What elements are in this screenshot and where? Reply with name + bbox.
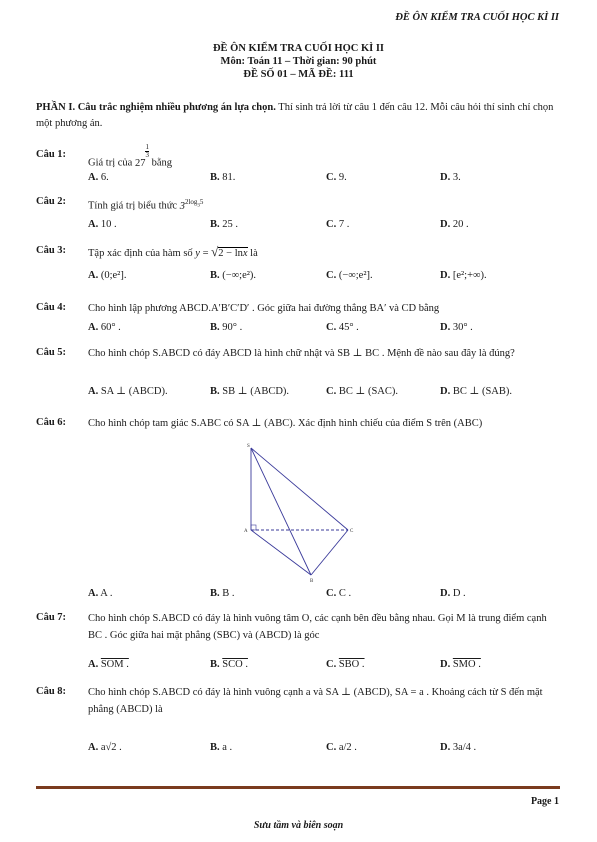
option-c[interactable]: C. 9. xyxy=(326,172,347,183)
question-text: Cho hình chóp S.ABCD có đáy là hình vuông tâm O, các cạnh bên đều bằng nhau. Gọi M là trung điểm cạnh BC . Góc giữa hai mặt phẳng (SBC) và (ABCD) là góc xyxy=(88,613,547,641)
question-text xyxy=(88,194,560,215)
option-a[interactable]: A. A . xyxy=(88,588,113,599)
answer-options xyxy=(88,659,560,675)
question-text: Cho hình lập phương ABCD.A′B′C′D′ . Góc giữa hai đường thẳng BA′ và CD bằng xyxy=(88,303,440,314)
option-c[interactable]: C. (−∞;e²]. xyxy=(326,270,373,281)
answer-options xyxy=(88,219,560,235)
option-a[interactable]: A. 10 . xyxy=(88,219,117,230)
answer-options xyxy=(88,385,560,401)
right-angle-mark xyxy=(251,525,256,530)
exam-title: ĐỀ ÔN KIỂM TRA CUỐI HỌC KÌ II xyxy=(212,43,385,54)
label-s: S xyxy=(247,444,250,449)
question-label: Câu 3: xyxy=(36,245,67,256)
question-label: Câu 1: xyxy=(36,149,67,160)
option-a[interactable]: A. (0;e²]. xyxy=(88,270,127,281)
answer-options xyxy=(88,172,560,188)
question-label: Câu 5: xyxy=(36,347,67,358)
option-d[interactable]: D. 3. xyxy=(440,172,461,183)
math-expression: y = √2 − lnx xyxy=(195,244,248,259)
option-c[interactable]: C. a/2 . xyxy=(326,742,357,753)
question-label: Câu 2: xyxy=(36,196,67,207)
answer-options xyxy=(88,270,560,286)
exam-title-block xyxy=(0,42,597,81)
option-a[interactable]: A. SOM . xyxy=(88,659,129,670)
question-label: Câu 7: xyxy=(36,612,67,623)
question-text-part: Tập xác định của hàm số xyxy=(88,248,196,259)
question-text: Cho hình chóp S.ABCD có đáy là hình vuông cạnh a và SA ⊥ (ABCD), SA = a . Khoảng cách từ S đến mặt phẳng (ABCD) là xyxy=(88,687,543,715)
option-b[interactable]: B. (−∞;e²). xyxy=(210,270,257,281)
edge-ab xyxy=(251,530,311,575)
option-a[interactable]: A. SA ⊥ (ABCD). xyxy=(88,386,168,397)
option-b[interactable]: B. SCO . xyxy=(210,659,248,670)
option-c[interactable]: C. BC ⊥ (SAC). xyxy=(326,386,399,397)
question-label: Câu 6: xyxy=(36,417,67,428)
pyramid-figure xyxy=(238,440,356,586)
question-text: Cho hình chóp S.ABCD có đáy ABCD là hình chữ nhật và SB ⊥ BC . Mệnh đề nào sau đây là đúng? xyxy=(88,348,515,359)
option-b[interactable]: B. SB ⊥ (ABCD). xyxy=(210,386,290,397)
footer-credit: Sưu tầm và biên soạn xyxy=(253,820,344,831)
label-c: C xyxy=(350,529,354,534)
part-instructions: Thí sinh trả lời từ câu 1 đến câu 12. Mỗi câu hỏi thí sinh chỉ chọn một phương án. xyxy=(36,102,554,129)
option-c[interactable]: C. C . xyxy=(326,588,352,599)
option-d[interactable]: D. 20 . xyxy=(440,219,469,230)
option-b[interactable]: B. a . xyxy=(210,742,233,753)
option-b[interactable]: B. 25 . xyxy=(210,219,239,230)
footer-rule xyxy=(36,786,560,789)
edge-sb xyxy=(251,448,311,575)
option-b[interactable]: B. 81. xyxy=(210,172,236,183)
question-text-part: bằng xyxy=(148,157,172,169)
question-text-part: Giá trị của xyxy=(88,157,135,169)
option-c[interactable]: C. SBO . xyxy=(326,659,365,670)
question-text-part: là xyxy=(247,248,258,259)
option-a[interactable]: A. 6. xyxy=(88,172,109,183)
question-text: Cho hình chóp tam giác S.ABC có SA ⊥ (ABC). Xác định hình chiếu của điểm S trên (ABC) xyxy=(88,418,483,429)
label-a: A xyxy=(244,529,248,534)
part-intro xyxy=(36,100,560,132)
part-heading: PHẦN I. Câu trắc nghiệm nhiều phương án lựa chọn. xyxy=(36,102,276,113)
question-text xyxy=(88,144,560,172)
exam-subject: Môn: Toán 11 – Thời gian: 90 phút xyxy=(220,56,377,67)
question-text xyxy=(88,243,560,262)
option-a[interactable]: A. a√2 . xyxy=(88,742,122,753)
question-label: Câu 4: xyxy=(36,302,67,313)
edge-sc xyxy=(251,448,348,530)
option-b[interactable]: B. B . xyxy=(210,588,235,599)
math-expression: 27 $^{\frac{1}{3}}$ xyxy=(134,143,149,169)
option-d[interactable]: D. 30° . xyxy=(440,322,473,333)
edge-bc xyxy=(311,530,348,575)
option-d[interactable]: D. BC ⊥ (SAB). xyxy=(440,386,513,397)
label-b: B xyxy=(310,579,314,584)
option-d[interactable]: D. [e²;+∞). xyxy=(440,270,487,281)
answer-options xyxy=(88,322,560,338)
question-text-part: Tính giá trị biểu thức xyxy=(88,200,180,212)
option-b[interactable]: B. 90° . xyxy=(210,322,243,333)
option-d[interactable]: D. 3a/4 . xyxy=(440,742,477,753)
option-a[interactable]: A. 60° . xyxy=(88,322,121,333)
question-label: Câu 8: xyxy=(36,686,67,697)
option-d[interactable]: D. SMO . xyxy=(440,659,481,670)
option-c[interactable]: C. 45° . xyxy=(326,322,359,333)
exam-code: ĐỀ SỐ 01 – MÃ ĐỀ: 111 xyxy=(243,69,354,80)
option-d[interactable]: D. D . xyxy=(440,588,466,599)
answer-options xyxy=(88,742,560,758)
running-header: ĐỀ ÔN KIỂM TRA CUỐI HỌC KÌ II xyxy=(395,12,559,23)
page-number: Page 1 xyxy=(530,796,559,807)
math-expression: $3^{2log_35}$ xyxy=(179,198,204,212)
answer-options xyxy=(88,588,560,604)
option-c[interactable]: C. 7 . xyxy=(326,219,350,230)
